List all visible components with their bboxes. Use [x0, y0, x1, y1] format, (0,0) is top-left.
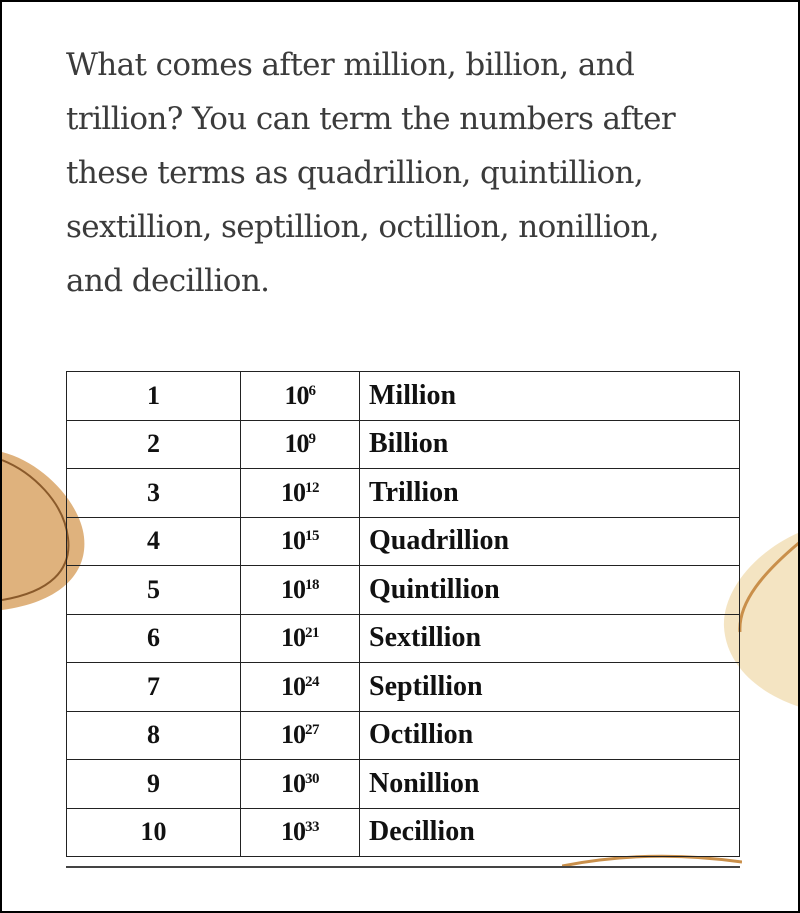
intro-line: What comes after million, billion, and — [66, 47, 635, 83]
number-names-table-wrapper — [66, 371, 740, 857]
row-index-cell: 5 — [67, 566, 241, 615]
power-base: 10 — [281, 720, 305, 750]
number-name-cell: Trillion — [360, 469, 740, 518]
row-index-cell: 9 — [67, 760, 241, 809]
power-exponent: 30 — [305, 770, 319, 787]
power-base: 10 — [281, 477, 305, 507]
row-index-cell: 10 — [67, 808, 241, 857]
power-of-ten-cell — [241, 469, 360, 518]
table-row — [67, 420, 740, 469]
power-of-ten-cell — [241, 808, 360, 857]
intro-line: sextillion, septillion, octillion, nonillion, — [66, 209, 659, 245]
power-of-ten-cell — [241, 614, 360, 663]
table-row — [67, 517, 740, 566]
number-name-cell: Decillion — [360, 808, 740, 857]
power-of-ten-cell — [241, 760, 360, 809]
power-exponent: 33 — [305, 819, 319, 836]
row-index-cell: 8 — [67, 711, 241, 760]
table-row — [67, 808, 740, 857]
power-exponent: 18 — [305, 576, 319, 593]
number-name-cell: Octillion — [360, 711, 740, 760]
number-name-cell: Sextillion — [360, 614, 740, 663]
number-name-cell: Billion — [360, 420, 740, 469]
number-name-cell: Nonillion — [360, 760, 740, 809]
power-base: 10 — [284, 429, 309, 459]
row-index-cell: 2 — [67, 420, 241, 469]
row-index-cell: 6 — [67, 614, 241, 663]
table-row — [67, 372, 740, 421]
power-base: 10 — [281, 623, 305, 653]
power-base: 10 — [284, 380, 309, 410]
table-row — [67, 614, 740, 663]
power-of-ten-cell — [241, 372, 360, 421]
intro-line: these terms as quadrillion, quintillion, — [66, 155, 644, 191]
power-of-ten-cell — [241, 663, 360, 712]
table-row — [67, 663, 740, 712]
table-row — [67, 566, 740, 615]
table-bottom-rule — [66, 866, 740, 868]
power-exponent: 6 — [308, 382, 316, 399]
intro-paragraph — [66, 38, 746, 308]
power-exponent: 21 — [305, 625, 319, 642]
power-exponent: 12 — [305, 479, 319, 496]
row-index-cell: 3 — [67, 469, 241, 518]
number-name-cell: Million — [360, 372, 740, 421]
power-base: 10 — [281, 817, 305, 847]
power-of-ten-cell — [241, 420, 360, 469]
number-names-table-body — [67, 372, 740, 857]
power-base: 10 — [281, 526, 305, 556]
power-exponent: 24 — [305, 673, 319, 690]
power-of-ten-cell — [241, 566, 360, 615]
power-base: 10 — [281, 671, 305, 701]
power-base: 10 — [281, 574, 305, 604]
power-exponent: 15 — [305, 528, 319, 545]
intro-line: and decillion. — [66, 263, 270, 299]
power-exponent: 27 — [305, 722, 319, 739]
row-index-cell: 1 — [67, 372, 241, 421]
table-row — [67, 760, 740, 809]
power-of-ten-cell — [241, 711, 360, 760]
row-index-cell: 4 — [67, 517, 241, 566]
row-index-cell: 7 — [67, 663, 241, 712]
number-name-cell: Septillion — [360, 663, 740, 712]
number-name-cell: Quintillion — [360, 566, 740, 615]
number-names-table — [66, 371, 740, 857]
power-of-ten-cell — [241, 517, 360, 566]
intro-line: trillion? You can term the numbers after — [66, 101, 676, 137]
table-row — [67, 711, 740, 760]
power-base: 10 — [281, 768, 305, 798]
power-exponent: 9 — [308, 431, 316, 448]
number-name-cell: Quadrillion — [360, 517, 740, 566]
table-row — [67, 469, 740, 518]
